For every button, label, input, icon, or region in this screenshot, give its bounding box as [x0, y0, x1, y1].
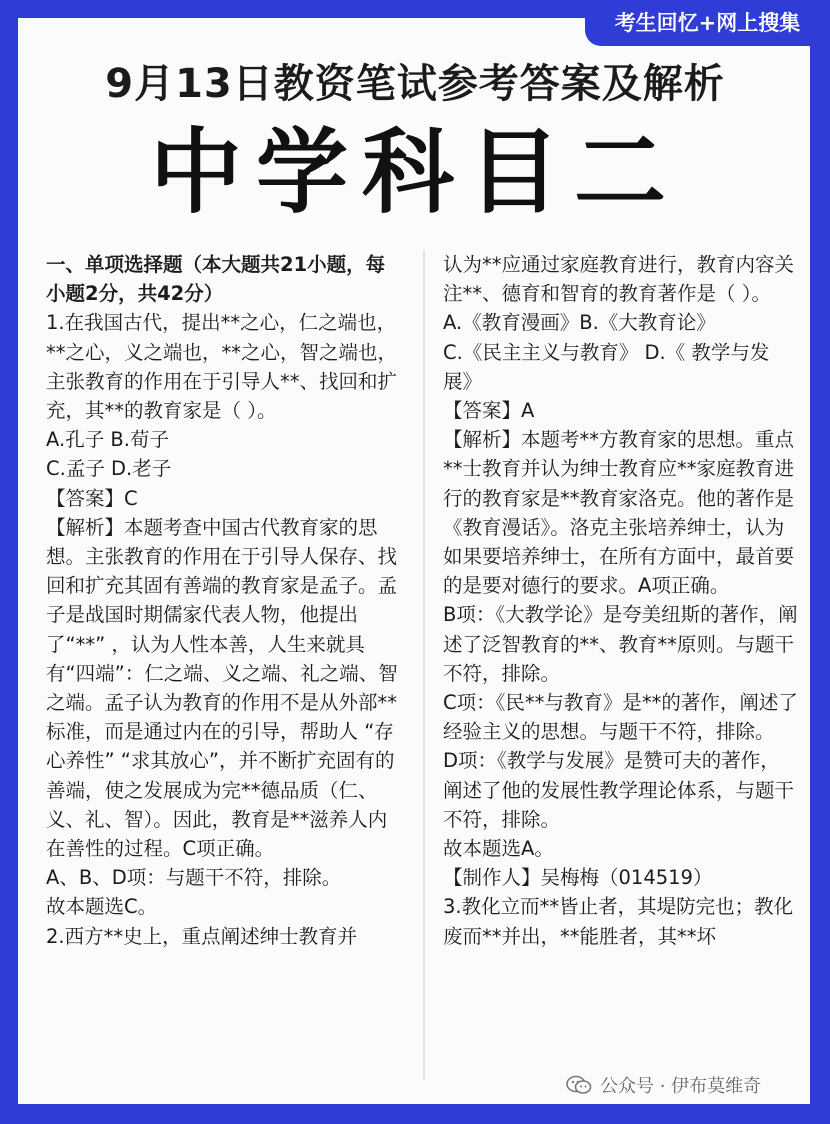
question-1-analysis: 【解析】本题考查中国古代教育家的思想。主张教育的作用在于引导人保存、找回和扩充其固有善端的教育家是孟子。孟子是战国时期儒家代表人物，他提出了“**” ，认为人性本善，人生来就具有“四端”：仁之端、义之端、礼之端、智之端。孟子认为教育的作用不是从外部**标准，而是通过内在的引导，帮助人 “存心养性” “求其放心”，并不断扩充固有的善端，使之发展成为完**德品质（仁、义、礼、智）。因此，教育是**滋养人内在善性的过程。C项正确。 [46, 515, 398, 861]
question-1-stem: 1.在我国古代，提出**之心，仁之端也，**之心，义之端也，**之心，智之端也，主张教育的作用在于引导人**、找回和扩充，其**的教育家是（ ）。 [46, 311, 398, 423]
question-1-options-ab: A.孔子 B.荀子 [46, 428, 169, 452]
question-2-option-c: C项：《民**与教育》是**的著作，阐述了经验主义的思想。与题干不符，排除。 [443, 691, 798, 744]
question-1-conclusion: 故本题选C。 [46, 895, 158, 919]
source-tag: 考生回忆+网上搜集 [585, 0, 830, 46]
right-column [443, 250, 798, 951]
question-2-stem-start: 2.西方**史上，重点阐述绅士教育并 [46, 924, 358, 948]
question-2-stem-cont: 认为**应通过家庭教育进行，教育内容关注**、德育和智育的教育著作是（ ）。 [443, 253, 795, 306]
page-title: 9月13日教资笔试参考答案及解析 [105, 61, 725, 107]
question-2-answer: 【答案】A [443, 399, 535, 423]
wechat-icon [566, 1075, 592, 1095]
question-1-answer: 【答案】C [46, 486, 138, 510]
section-heading: 一、单项选择题（本大题共21小题，每小题2分，共42分） [46, 253, 386, 306]
subject-title: 中学科目二 [149, 119, 680, 226]
question-2-option-d: D项：《教学与发展》是赞可夫的著作，阐述了他的发展性教学理论体系，与题干不符，排除。 [443, 749, 795, 831]
question-2-options-cd: C.《民主主义与教育》 D.《 教学与发展》 [443, 340, 770, 393]
author-credit: 【制作人】吴梅梅（014519） [443, 866, 713, 890]
question-2-options-ab: A.《教育漫画》B.《大教育论》 [443, 311, 716, 335]
watermark [566, 1072, 761, 1098]
question-2-option-b: B项：《大教学论》是夸美纽斯的著作，阐述了泛智教育的**、教育**原则。与题干不符，排除。 [443, 603, 798, 685]
question-2-conclusion: 故本题选A。 [443, 837, 554, 861]
left-column [46, 250, 398, 951]
question-2-analysis: 【解析】本题考**方教育家的思想。重点**士教育并认为绅士教育应**家庭教育进行的教育家是**教育家洛克。他的著作是《教育漫话》。洛克主张培养绅士，认为如果要培养绅士，在所有方面中，最首要的是要对德行的要求。A项正确。 [443, 428, 795, 598]
watermark-text: 公众号 · 伊布莫维奇 [600, 1076, 762, 1097]
question-1-exclusion: A、B、D项：与题干不符，排除。 [46, 866, 342, 890]
column-divider [423, 250, 425, 1080]
question-1-options-cd: C.孟子 D.老子 [46, 457, 172, 481]
question-3-stem: 3.教化立而**皆止者，其堤防完也；教化废而**并出，**能胜者，其**坏 [443, 895, 794, 948]
